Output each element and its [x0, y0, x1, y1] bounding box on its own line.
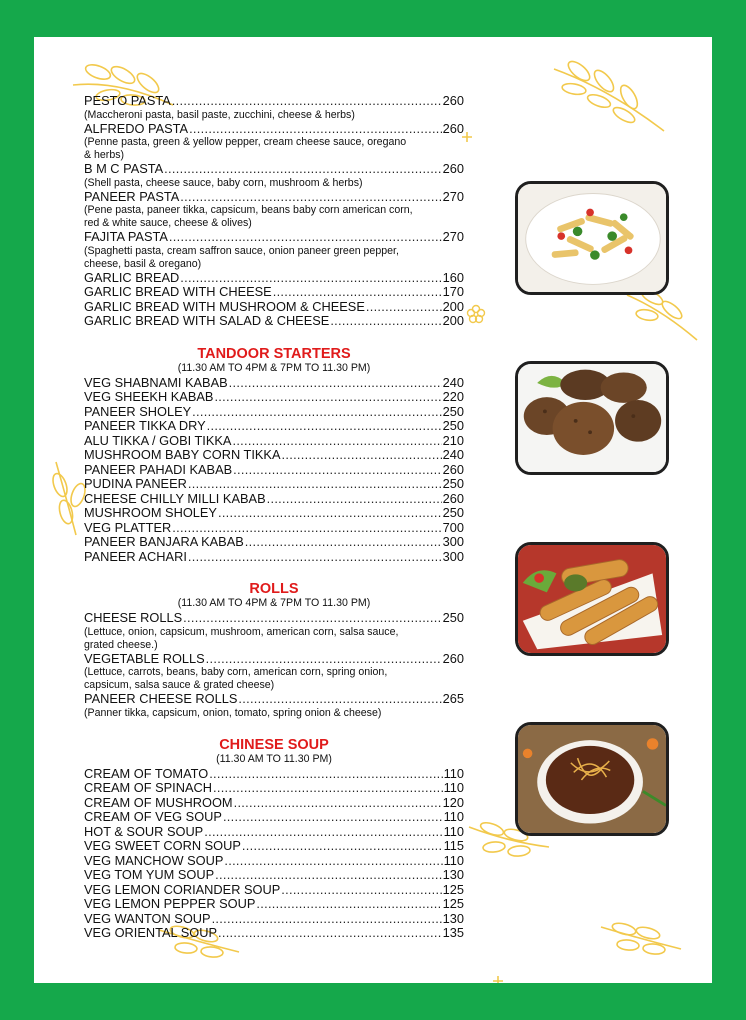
item-price: 260 [442, 650, 464, 666]
dot-leader [213, 781, 443, 796]
item-price: 130 [442, 867, 464, 882]
item-name: CHEESE CHILLY MILLI KABAB [84, 490, 266, 506]
item-name: VEG PLATTER [84, 519, 172, 535]
item-price: 200 [442, 298, 464, 314]
menu-item [84, 912, 464, 927]
item-description: (Lettuce, carrots, beans, baby corn, american corn, spring onion, capsicum, salsa sauce & grated cheese) [84, 666, 388, 691]
item-price: 250 [442, 505, 464, 520]
dot-leader [180, 190, 441, 205]
item-price: 700 [442, 519, 464, 535]
dot-leader [209, 767, 442, 782]
item-name: GARLIC BREAD WITH SALAD & CHEESE [84, 313, 330, 328]
menu-item [84, 897, 464, 912]
item-name: VEG SHEEKH KABAB [84, 389, 214, 404]
item-name: MUSHROOM SHOLEY [84, 505, 217, 520]
menu-item [84, 825, 464, 840]
rolls-photo [515, 542, 669, 656]
dot-leader [214, 390, 441, 405]
rolls-section [84, 611, 464, 720]
item-price: 160 [442, 269, 464, 285]
sparkle-icon [492, 975, 504, 983]
dot-leader [282, 448, 442, 463]
item-name: CREAM OF SPINACH [84, 780, 212, 795]
menu-item [84, 285, 464, 300]
item-price: 300 [442, 548, 464, 564]
item-name: VEG SWEET CORN SOUP [84, 838, 241, 853]
item-name: FAJITA PASTA [84, 229, 168, 244]
item-name: GARLIC BREAD WITH MUSHROOM & CHEESE [84, 298, 365, 314]
item-name: PANEER ACHARI [84, 548, 187, 564]
dot-leader [238, 692, 441, 707]
dot-leader [212, 912, 442, 927]
dot-leader [172, 521, 441, 536]
dot-leader [234, 796, 442, 811]
menu-item [84, 611, 464, 626]
dot-leader [204, 825, 442, 840]
item-name: PANEER PAHADI KABAB [84, 461, 233, 477]
item-name: VEG TOM YUM SOUP [84, 867, 215, 882]
item-name: VEG LEMON PEPPER SOUP [84, 896, 256, 911]
item-name: VEG ORIENTAL SOUP [84, 925, 217, 940]
item-price: 200 [442, 313, 464, 328]
menu-item [84, 854, 464, 869]
item-price: 260 [442, 93, 464, 108]
menu-item [84, 652, 464, 667]
menu-item [84, 781, 464, 796]
item-price: 110 [443, 809, 464, 824]
dot-leader [267, 492, 442, 507]
flower-icon [466, 304, 486, 324]
kabab-photo [515, 361, 669, 475]
dot-leader [218, 926, 442, 941]
item-name: PANEER SHOLEY [84, 403, 192, 419]
item-name: GARLIC BREAD WITH CHEESE [84, 284, 272, 299]
menu-item [84, 390, 464, 405]
item-name: B M C PASTA [84, 161, 164, 176]
item-price: 300 [442, 534, 464, 549]
menu-item [84, 448, 464, 463]
dot-leader [232, 434, 441, 449]
item-name: MUSHROOM BABY CORN TIKKA [84, 447, 281, 462]
tandoor-section [84, 376, 464, 565]
wheat-leaf-icon [596, 919, 686, 959]
item-description: (Lettuce, onion, capsicum, mushroom, american corn, salsa sauce, grated cheese.) [84, 625, 399, 651]
item-name: PANEER BANJARA KABAB [84, 534, 244, 549]
item-name: VEG LEMON CORIANDER SOUP [84, 881, 281, 897]
item-description: (Penne pasta, green & yellow pepper, cream cheese sauce, oregano & herbs) [84, 136, 407, 161]
dot-leader [256, 897, 441, 912]
section-timing-tandoor: (11.30 AM TO 4PM & 7PM TO 11.30 PM) [177, 361, 371, 374]
item-price: 240 [442, 447, 464, 462]
item-price: 110 [443, 765, 464, 781]
dot-leader [242, 839, 443, 854]
menu-item [84, 883, 464, 898]
dot-leader [281, 883, 441, 898]
item-name: CREAM OF MUSHROOM [84, 794, 233, 810]
menu-item [84, 314, 464, 329]
dot-leader [273, 285, 442, 300]
item-price: 260 [442, 120, 464, 136]
item-price: 260 [442, 461, 464, 477]
dot-leader [366, 300, 442, 315]
soup-section [84, 767, 464, 941]
section-timing-rolls: (11.30 AM TO 4PM & 7PM TO 11.30 PM) [177, 597, 371, 609]
menu-column [84, 94, 464, 941]
item-price: 110 [443, 823, 464, 839]
section-title-rolls: ROLLS [249, 581, 299, 597]
pasta-photo [515, 181, 669, 295]
item-name: VEG WANTON SOUP [84, 910, 211, 926]
item-price: 170 [442, 284, 464, 299]
item-name: CHEESE ROLLS [84, 610, 183, 625]
item-name: PANEER CHEESE ROLLS [84, 691, 238, 706]
item-description: (Shell pasta, cheese sauce, baby corn, mushroom & herbs) [84, 176, 363, 189]
item-price: 250 [442, 610, 464, 625]
menu-item [84, 477, 464, 492]
section-title-tandoor: TANDOOR STARTERS [197, 345, 351, 362]
menu-item [84, 926, 464, 941]
dot-leader [180, 271, 441, 286]
menu-item [84, 550, 464, 565]
item-price: 115 [443, 838, 464, 853]
dot-leader [188, 550, 442, 565]
dot-leader [188, 477, 442, 492]
item-name: VEG MANCHOW SOUP [84, 852, 224, 868]
menu-item [84, 162, 464, 177]
item-name: PANEER TIKKA DRY [84, 418, 206, 433]
menu-item [84, 506, 464, 521]
item-name: VEGETABLE ROLLS [84, 650, 205, 666]
item-description: (Panner tikka, capsicum, onion, tomato, spring onion & cheese) [84, 706, 382, 719]
item-price: 120 [442, 794, 464, 810]
item-name: VEG SHABNAMI KABAB [84, 374, 228, 390]
menu-item [84, 868, 464, 883]
dot-leader [164, 162, 441, 177]
item-name: PESTO PASTA [84, 93, 171, 108]
dot-leader [330, 314, 441, 329]
dot-leader [192, 405, 441, 420]
dot-leader [223, 810, 443, 825]
item-description: (Spaghetti pasta, cream saffron sauce, onion paneer green pepper, cheese, basil & oregano) [84, 244, 399, 270]
item-name: HOT & SOUR SOUP [84, 823, 204, 839]
item-price: 125 [442, 896, 464, 911]
menu-page [34, 37, 712, 983]
item-price: 240 [442, 374, 464, 390]
menu-item [84, 419, 464, 434]
dot-leader [224, 854, 442, 869]
item-price: 250 [442, 476, 464, 491]
dot-leader [189, 122, 442, 137]
menu-item [84, 300, 464, 315]
section-timing-soup: (11.30 AM TO 11.30 PM) [216, 752, 332, 765]
menu-item [84, 434, 464, 449]
item-price: 125 [442, 881, 464, 897]
menu-item [84, 767, 464, 782]
item-price: 250 [442, 403, 464, 419]
dot-leader [169, 230, 442, 245]
menu-item [84, 94, 464, 109]
item-name: CREAM OF VEG SOUP [84, 809, 222, 824]
item-price: 270 [442, 188, 464, 204]
menu-item [84, 376, 464, 391]
item-price: 135 [442, 925, 464, 940]
menu-item [84, 122, 464, 137]
dot-leader [245, 535, 442, 550]
menu-item [84, 521, 464, 536]
wheat-leaf-icon [549, 59, 669, 139]
menu-item [84, 810, 464, 825]
item-price: 110 [443, 852, 464, 868]
item-price: 260 [442, 161, 464, 176]
dot-leader [215, 868, 442, 883]
pasta-section [84, 94, 464, 329]
dot-leader [206, 652, 442, 667]
item-price: 110 [443, 780, 464, 795]
menu-item [84, 230, 464, 245]
menu-item [84, 839, 464, 854]
menu-item [84, 492, 464, 507]
menu-item [84, 190, 464, 205]
menu-item [84, 796, 464, 811]
item-description: (Maccheroni pasta, basil paste, zucchini, cheese & herbs) [84, 108, 355, 121]
dot-leader [207, 419, 442, 434]
menu-item [84, 535, 464, 550]
menu-item [84, 271, 464, 286]
item-price: 250 [442, 418, 464, 433]
item-name: CREAM OF TOMATO [84, 765, 209, 781]
item-description: (Pene pasta, paneer tikka, capsicum, beans baby corn american corn, red & white sauce, cheese & olives) [84, 204, 413, 229]
item-name: PUDINA PANEER [84, 476, 187, 491]
item-price: 130 [442, 910, 464, 926]
item-price: 220 [442, 389, 464, 404]
item-name: GARLIC BREAD [84, 269, 180, 285]
dot-leader [229, 376, 442, 391]
menu-item [84, 405, 464, 420]
item-price: 265 [442, 691, 464, 706]
dot-leader [183, 611, 441, 626]
item-name: PANEER PASTA [84, 188, 180, 204]
soup-photo [515, 722, 669, 836]
item-price: 260 [442, 490, 464, 506]
item-name: ALU TIKKA / GOBI TIKKA [84, 432, 232, 448]
dot-leader [233, 463, 441, 478]
menu-item [84, 463, 464, 478]
item-price: 270 [442, 229, 464, 244]
section-title-soup: CHINESE SOUP [219, 736, 329, 753]
dot-leader [172, 94, 442, 109]
dot-leader [218, 506, 442, 521]
item-price: 210 [442, 432, 464, 448]
menu-item [84, 692, 464, 707]
item-name: ALFREDO PASTA [84, 120, 189, 136]
